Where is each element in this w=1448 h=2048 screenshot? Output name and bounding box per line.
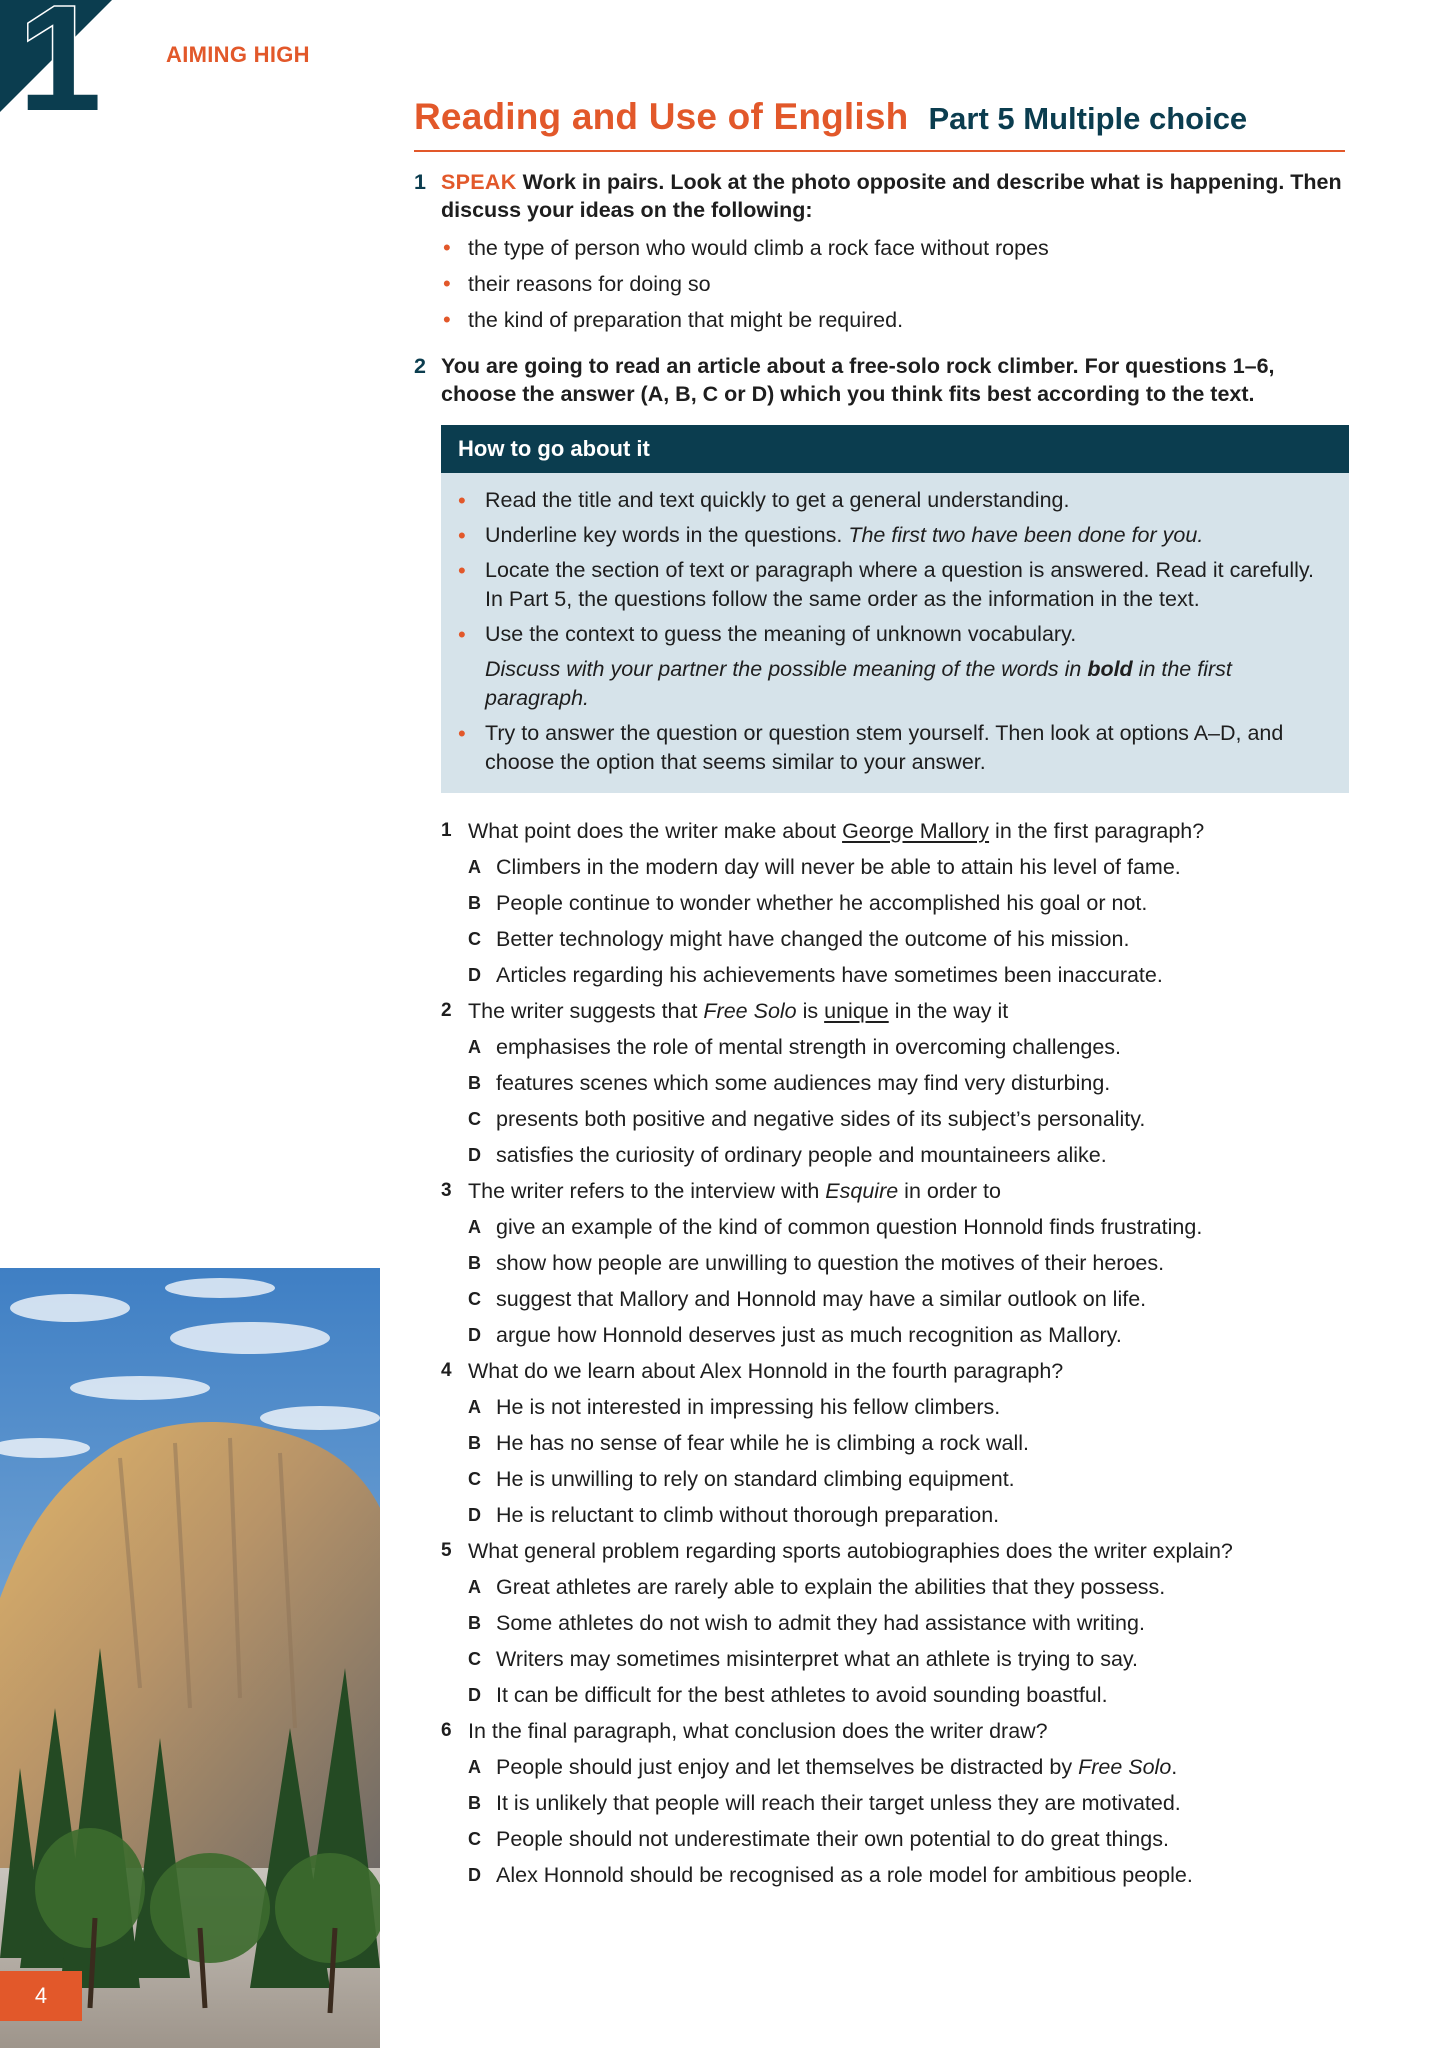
option-c[interactable] xyxy=(441,921,1349,957)
option-punct: . xyxy=(1171,1755,1178,1779)
task-2 xyxy=(414,352,1349,408)
question-stem xyxy=(441,1353,1349,1389)
option-text: People should just enjoy and let themselves be distracted by xyxy=(496,1755,1073,1779)
task-number: 2 xyxy=(414,354,426,378)
tip-text: Locate the section of text or paragraph where a question is answered. Read it carefully. In Part 5, the questions follow the same order as the information in the text. xyxy=(485,558,1315,611)
option-text: It can be difficult for the best athletes to avoid sounding boastful. xyxy=(496,1683,1108,1707)
question-stem xyxy=(441,1533,1349,1569)
option-text: presents both positive and negative sides of its subject’s personality. xyxy=(496,1107,1146,1131)
tip-item xyxy=(458,486,1329,515)
stem-text: What point does the writer make about xyxy=(468,819,837,843)
page-number: 4 xyxy=(0,1971,82,2021)
option-text: emphasises the role of mental strength in overcoming challenges. xyxy=(496,1035,1122,1059)
list-item: • their reasons for doing so xyxy=(441,266,1349,302)
task-number: 1 xyxy=(414,170,426,194)
question-4 xyxy=(441,1353,1349,1533)
how-to-heading: How to go about it xyxy=(441,425,1349,473)
option-b[interactable] xyxy=(441,885,1349,921)
option-a[interactable] xyxy=(441,1389,1349,1425)
option-d[interactable] xyxy=(441,1497,1349,1533)
option-letter: A xyxy=(468,1037,481,1057)
option-letter: B xyxy=(468,1613,481,1633)
option-letter: C xyxy=(468,1109,481,1129)
question-stem xyxy=(441,993,1349,1029)
option-letter: D xyxy=(468,1685,481,1705)
stem-text: in the first paragraph? xyxy=(995,819,1205,843)
option-text: It is unlikely that people will reach their target unless they are motivated. xyxy=(496,1791,1181,1815)
stem-text: In the final paragraph, what conclusion does the writer draw? xyxy=(468,1719,1048,1743)
option-letter: B xyxy=(468,1793,481,1813)
tip-item xyxy=(458,620,1329,713)
discuss-text: in the first paragraph. xyxy=(485,657,1232,710)
option-text: Some athletes do not wish to admit they had assistance with writing. xyxy=(496,1611,1145,1635)
option-letter: A xyxy=(468,1397,481,1417)
option-letter: A xyxy=(468,1577,481,1597)
option-c[interactable] xyxy=(441,1641,1349,1677)
option-text: argue how Honnold deserves just as much recognition as Mallory. xyxy=(496,1323,1122,1347)
discussion-list xyxy=(414,230,1349,338)
option-letter: D xyxy=(468,1505,481,1525)
option-c[interactable] xyxy=(441,1101,1349,1137)
option-letter: C xyxy=(468,1469,481,1489)
tip-text: Use the context to guess the meaning of unknown vocabulary. xyxy=(485,622,1077,646)
option-a[interactable] xyxy=(441,849,1349,885)
question-1 xyxy=(441,813,1349,993)
option-letter: B xyxy=(468,1073,481,1093)
tips-list xyxy=(441,473,1349,793)
question-list xyxy=(441,813,1349,1893)
unit-number: 1 xyxy=(18,0,102,112)
option-letter: B xyxy=(468,893,481,913)
option-d[interactable] xyxy=(441,1677,1349,1713)
tip-text: Try to answer the question or question stem yourself. Then look at options A–D, and choose the option that seems similar to your answer. xyxy=(485,721,1284,774)
option-text: features scenes which some audiences may find very disturbing. xyxy=(496,1071,1111,1095)
option-letter: A xyxy=(468,1757,481,1777)
option-letter: D xyxy=(468,1325,481,1345)
option-letter: B xyxy=(468,1253,481,1273)
question-number: 3 xyxy=(441,1180,452,1201)
section-title: Reading and Use of English xyxy=(414,96,909,137)
option-text: Climbers in the modern day will never be able to attain his level of fame. xyxy=(496,855,1181,879)
option-text: People should not underestimate their own potential to do great things. xyxy=(496,1827,1169,1851)
option-c[interactable] xyxy=(441,1281,1349,1317)
question-number: 6 xyxy=(441,1720,452,1741)
option-c[interactable] xyxy=(441,1821,1349,1857)
option-text: Great athletes are rarely able to explain the abilities that they possess. xyxy=(496,1575,1166,1599)
page-title xyxy=(414,96,1345,152)
question-5 xyxy=(441,1533,1349,1713)
option-c[interactable] xyxy=(441,1461,1349,1497)
stem-text: What do we learn about Alex Honnold in the fourth paragraph? xyxy=(468,1359,1064,1383)
option-letter: A xyxy=(468,857,481,877)
option-text: People continue to wonder whether he accomplished his goal or not. xyxy=(496,891,1148,915)
task-instruction: Work in pairs. Look at the photo opposite and describe what is happening. Then discuss your ideas on the following: xyxy=(441,170,1342,222)
option-a[interactable] xyxy=(441,1749,1349,1785)
option-a[interactable] xyxy=(441,1209,1349,1245)
option-letter: C xyxy=(468,1829,481,1849)
tip-text: Read the title and text quickly to get a general understanding. xyxy=(485,488,1070,512)
question-number: 5 xyxy=(441,1540,452,1561)
option-letter: D xyxy=(468,965,481,985)
option-text: Writers may sometimes misinterpret what an athlete is trying to say. xyxy=(496,1647,1139,1671)
option-text: satisfies the curiosity of ordinary people and mountaineers alike. xyxy=(496,1143,1107,1167)
option-text: Better technology might have changed the outcome of his mission. xyxy=(496,927,1130,951)
unit-number-badge xyxy=(0,0,112,112)
question-3 xyxy=(441,1173,1349,1353)
tip-note: The first two have been done for you. xyxy=(848,523,1204,547)
option-letter: C xyxy=(468,1649,481,1669)
option-d[interactable] xyxy=(441,1317,1349,1353)
list-item: • the type of person who would climb a rock face without ropes xyxy=(441,230,1349,266)
how-to-box xyxy=(441,425,1349,793)
question-number: 4 xyxy=(441,1360,452,1381)
option-letter: B xyxy=(468,1433,481,1453)
option-text: He is not interested in impressing his fellow climbers. xyxy=(496,1395,1001,1419)
stem-keyword: unique xyxy=(824,999,889,1023)
option-letter: C xyxy=(468,929,481,949)
stem-text: in the way it xyxy=(894,999,1009,1023)
task-instruction: You are going to read an article about a free-solo rock climber. For questions 1–6, choose the answer (A, B, C or D) which you think fits best according to the text. xyxy=(441,354,1275,406)
question-stem xyxy=(441,813,1349,849)
option-text: He has no sense of fear while he is climbing a rock wall. xyxy=(496,1431,1029,1455)
section-subtitle: Part 5 Multiple choice xyxy=(928,101,1248,136)
question-number: 2 xyxy=(441,1000,452,1021)
discuss-text: Discuss with your partner the possible meaning of the words in xyxy=(485,657,1082,681)
option-text: show how people are unwilling to question the motives of their heroes. xyxy=(496,1251,1165,1275)
option-b[interactable] xyxy=(441,1605,1349,1641)
tip-text: Underline key words in the questions. xyxy=(485,523,843,547)
discuss-bold: bold xyxy=(1087,657,1133,681)
option-text: He is reluctant to climb without thorough preparation. xyxy=(496,1503,1000,1527)
discuss-note xyxy=(485,655,1329,713)
option-letter: A xyxy=(468,1217,481,1237)
option-a[interactable] xyxy=(441,1569,1349,1605)
speak-label: SPEAK xyxy=(441,170,517,194)
option-letter: D xyxy=(468,1865,481,1885)
stem-text: The writer suggests that xyxy=(468,999,698,1023)
option-d[interactable] xyxy=(441,957,1349,993)
option-text: give an example of the kind of common question Honnold finds frustrating. xyxy=(496,1215,1203,1239)
unit-label: AIMING HIGH xyxy=(166,42,310,67)
option-b[interactable] xyxy=(441,1425,1349,1461)
option-text: Articles regarding his achievements have sometimes been inaccurate. xyxy=(496,963,1163,987)
stem-text: What general problem regarding sports autobiographies does the writer explain? xyxy=(468,1539,1233,1563)
option-text: suggest that Mallory and Honnold may have a similar outlook on life. xyxy=(496,1287,1147,1311)
option-d[interactable] xyxy=(441,1137,1349,1173)
tip-item xyxy=(458,521,1329,550)
option-a[interactable] xyxy=(441,1029,1349,1065)
question-6 xyxy=(441,1713,1349,1893)
tip-item xyxy=(458,719,1329,777)
tip-item xyxy=(458,556,1329,614)
main-content xyxy=(414,168,1349,1893)
stem-text: The writer refers to the interview with xyxy=(468,1179,820,1203)
stem-title: Esquire xyxy=(825,1179,899,1203)
option-title: Free Solo xyxy=(1078,1755,1172,1779)
stem-text: is xyxy=(802,999,819,1023)
list-item: • the kind of preparation that might be required. xyxy=(441,302,1349,338)
stem-text: in order to xyxy=(904,1179,1001,1203)
option-letter: D xyxy=(468,1145,481,1165)
question-number: 1 xyxy=(441,820,452,841)
task-1 xyxy=(414,168,1349,224)
option-text: He is unwilling to rely on standard climbing equipment. xyxy=(496,1467,1015,1491)
question-stem xyxy=(441,1173,1349,1209)
question-stem xyxy=(441,1713,1349,1749)
cliff-photo xyxy=(0,1268,380,2048)
question-2 xyxy=(441,993,1349,1173)
option-text: Alex Honnold should be recognised as a role model for ambitious people. xyxy=(496,1863,1193,1887)
option-b[interactable] xyxy=(441,1245,1349,1281)
stem-keyword: George Mallory xyxy=(842,819,990,843)
option-b[interactable] xyxy=(441,1785,1349,1821)
stem-title: Free Solo xyxy=(703,999,797,1023)
option-b[interactable] xyxy=(441,1065,1349,1101)
option-letter: C xyxy=(468,1289,481,1309)
option-d[interactable] xyxy=(441,1857,1349,1893)
